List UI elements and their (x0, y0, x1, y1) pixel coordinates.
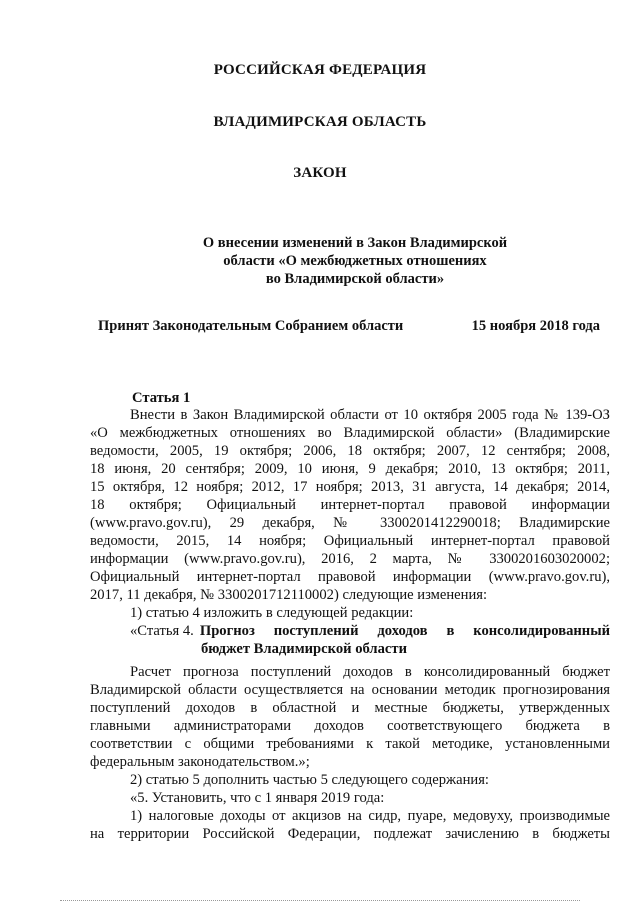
article4-title-line: бюджет Владимирской области (201, 641, 407, 657)
header-region: ВЛАДИМИРСКАЯ ОБЛАСТЬ (213, 114, 427, 130)
article4-title-row (130, 622, 610, 640)
body-line: 1) налоговые доходы от акцизов на сидр, пуаре, медовуху, производимые (130, 808, 610, 824)
body-line: «О межбюджетных отношениях во Владимирской области» (Владимирские (90, 425, 610, 441)
body-line: информации (www.pravo.gov.ru), 2016, 2 марта, № 3300201603020002; (90, 551, 610, 567)
body-line: «5. Установить, что с 1 января 2019 года: (130, 790, 385, 806)
body-line: Расчет прогноза поступлений доходов в консолидированный бюджет (130, 664, 610, 680)
article4-prefix: «Статья 4. (130, 623, 194, 639)
body-line: 2) статью 5 дополнить частью 5 следующего содержания: (130, 772, 489, 788)
body-line: Владимирской области осуществляется на основании методик прогнозирования (90, 682, 610, 698)
body-line: на территории Российской Федерации, подлежат зачислению в бюджеты (90, 826, 610, 842)
body-line: Официальный интернет-портал правовой информации (www.pravo.gov.ru), (90, 569, 610, 585)
body-line: 15 октября, 12 ноября; 2012, 17 ноября; 2013, 31 августа, 14 декабря; 2014, (90, 479, 610, 495)
body-line: 1) статью 4 изложить в следующей редакции: (130, 605, 414, 621)
law-title-line: О внесении изменений в Закон Владимирской (202, 235, 508, 251)
scan-edge-divider (60, 898, 580, 901)
article-heading: Статья 1 (132, 390, 191, 406)
body-line: ведомости, 2005, 19 октября; 2006, 18 октября; 2007, 12 сентября; 2008, (90, 443, 610, 459)
law-title (150, 234, 560, 288)
body-line: федеральным законодательством.»; (90, 754, 310, 770)
adopted-by: Принят Законодательным Собранием области (98, 318, 404, 334)
body-line: ведомости, 2015, 14 ноября; Официальный интернет-портал правовой (90, 533, 610, 549)
article4-title-line: Прогноз поступлений доходов в консолидированный (199, 623, 610, 639)
header-doc-type: ЗАКОН (293, 165, 347, 181)
body-line: соответствии с общими требованиями к такой методике, установленными (90, 736, 610, 752)
body-line: 2017, 11 декабря, № 3300201712110002) следующие изменения: (90, 587, 488, 603)
body-line: 18 октября; Официальный интернет-портал правовой информации (90, 497, 610, 513)
header-country: РОССИЙСКАЯ ФЕДЕРАЦИЯ (213, 62, 427, 78)
body-line: главными администраторами доходов соответствующего бюджета в (90, 718, 610, 734)
body-line: (www.pravo.gov.ru), 29 декабря, № 3300201412290018; Владимирские (90, 515, 610, 531)
body-line: поступлений доходов в областной и местные бюджеты, утвержденных (90, 700, 610, 716)
law-title-line: во Владимирской области» (265, 271, 445, 287)
law-title-line: области «О межбюджетных отношениях (223, 253, 487, 269)
body-line: Внести в Закон Владимирской области от 10 октября 2005 года № 139-ОЗ (130, 407, 610, 423)
body-line: 18 июня, 20 сентября; 2009, 10 июня, 9 декабря; 2010, 13 октября; 2011, (90, 461, 610, 477)
adoption-line (98, 318, 600, 335)
adopted-date: 15 ноября 2018 года (471, 318, 600, 334)
